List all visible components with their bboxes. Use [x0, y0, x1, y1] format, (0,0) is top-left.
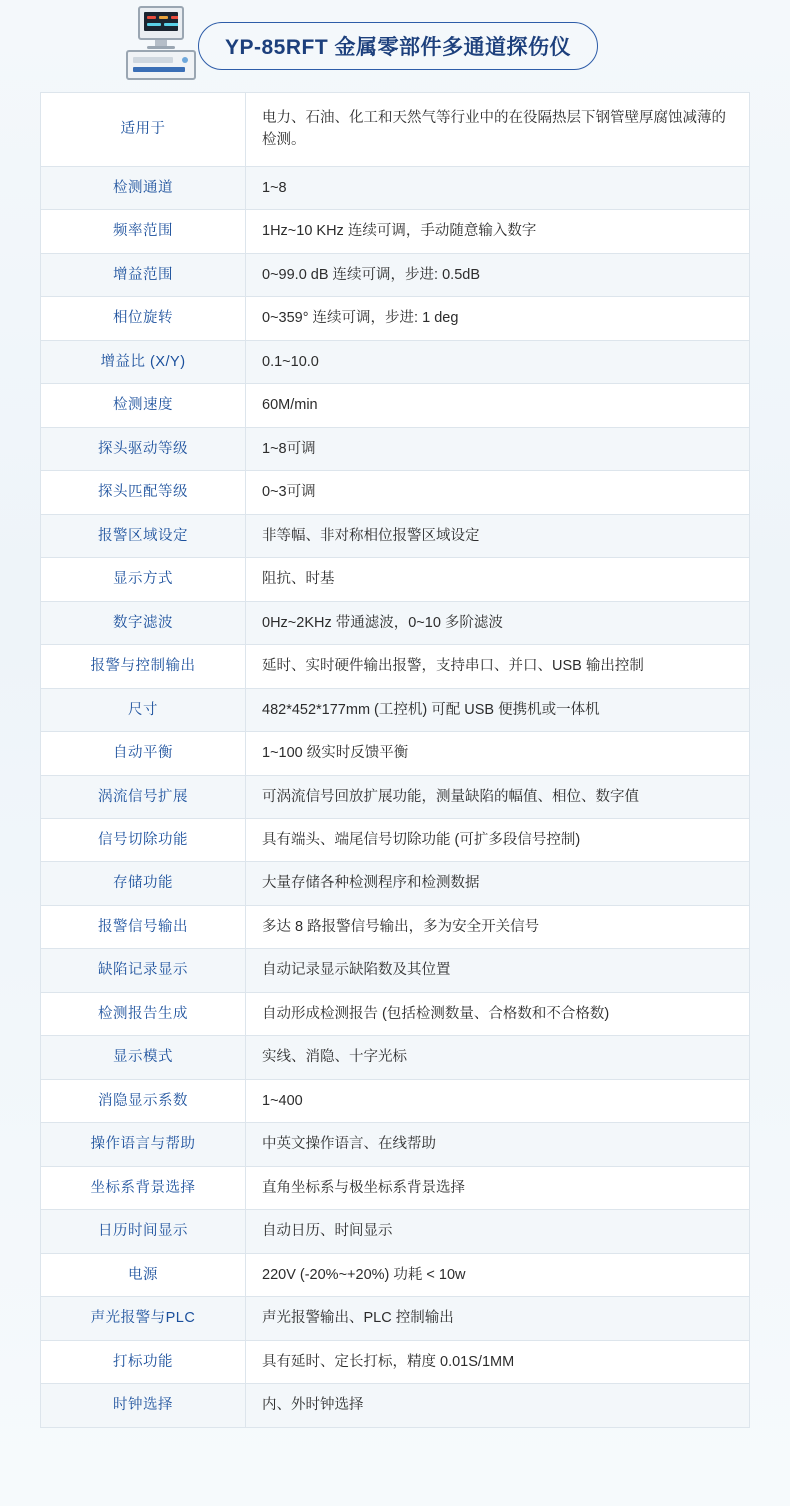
spec-label: 检测报告生成: [41, 992, 246, 1035]
table-row: [41, 1253, 750, 1296]
chassis-slot: [133, 57, 173, 63]
industrial-computer-icon: [122, 6, 202, 86]
page-title-pill: [198, 22, 598, 70]
spec-label: 尺寸: [41, 688, 246, 731]
chassis-icon: [126, 50, 196, 80]
monitor-icon: [138, 6, 184, 40]
spec-value: 0~359° 连续可调，步进: 1 deg: [246, 297, 750, 340]
spec-label: 探头匹配等级: [41, 471, 246, 514]
spec-label: 频率范围: [41, 210, 246, 253]
table-row: [41, 558, 750, 601]
spec-value: 1~100 级实时反馈平衡: [246, 732, 750, 775]
table-row: [41, 688, 750, 731]
table-row: [41, 775, 750, 818]
table-row: [41, 818, 750, 861]
spec-value: 1~8可调: [246, 427, 750, 470]
table-row: [41, 166, 750, 209]
table-row: [41, 1384, 750, 1427]
spec-label: 数字滤波: [41, 601, 246, 644]
spec-value: 具有延时、定长打标，精度 0.01S/1MM: [246, 1340, 750, 1383]
spec-label: 打标功能: [41, 1340, 246, 1383]
spec-value: 482*452*177mm (工控机) 可配 USB 便携机或一体机: [246, 688, 750, 731]
spec-label: 增益范围: [41, 253, 246, 296]
spec-label: 增益比 (X/Y): [41, 340, 246, 383]
spec-value: 大量存储各种检测程序和检测数据: [246, 862, 750, 905]
page-title: YP-85RFT 金属零部件多通道探伤仪: [225, 36, 572, 59]
spec-value: 1~8: [246, 166, 750, 209]
spec-value: 0~3可调: [246, 471, 750, 514]
spec-label: 报警与控制输出: [41, 645, 246, 688]
table-row: [41, 905, 750, 948]
spec-value: 中英文操作语言、在线帮助: [246, 1123, 750, 1166]
spec-label: 缺陷记录显示: [41, 949, 246, 992]
spec-label: 相位旋转: [41, 297, 246, 340]
spec-label: 显示方式: [41, 558, 246, 601]
spec-value: 电力、石油、化工和天然气等行业中的在役隔热层下钢管壁厚腐蚀减薄的检测。: [246, 93, 750, 167]
specification-table: [40, 92, 750, 1428]
spec-value: 0.1~10.0: [246, 340, 750, 383]
spec-value: 内、外时钟选择: [246, 1384, 750, 1427]
spec-label: 坐标系背景选择: [41, 1166, 246, 1209]
spec-value: 多达 8 路报警信号输出，多为安全开关信号: [246, 905, 750, 948]
spec-value: 1Hz~10 KHz 连续可调，手动随意输入数字: [246, 210, 750, 253]
table-row: [41, 949, 750, 992]
spec-label: 日历时间显示: [41, 1210, 246, 1253]
spec-value: 1~400: [246, 1079, 750, 1122]
table-row: [41, 427, 750, 470]
spec-value: 0Hz~2KHz 带通滤波，0~10 多阶滤波: [246, 601, 750, 644]
spec-value: 自动形成检测报告 (包括检测数量、合格数和不合格数): [246, 992, 750, 1035]
table-row: [41, 1297, 750, 1340]
spec-label: 显示模式: [41, 1036, 246, 1079]
spec-value: 可涡流信号回放扩展功能，测量缺陷的幅值、相位、数字值: [246, 775, 750, 818]
table-row: [41, 1210, 750, 1253]
monitor-base: [147, 46, 175, 49]
table-row: [41, 93, 750, 167]
spec-label: 信号切除功能: [41, 818, 246, 861]
spec-value: 声光报警输出、PLC 控制输出: [246, 1297, 750, 1340]
monitor-screen: [144, 12, 178, 31]
table-row: [41, 210, 750, 253]
chassis-panel: [133, 67, 185, 72]
table-row: [41, 992, 750, 1035]
table-row: [41, 732, 750, 775]
table-row: [41, 471, 750, 514]
table-row: [41, 1079, 750, 1122]
table-row: [41, 1123, 750, 1166]
spec-value: 220V (-20%~+20%) 功耗 < 10w: [246, 1253, 750, 1296]
spec-label: 检测通道: [41, 166, 246, 209]
spec-value: 0~99.0 dB 连续可调，步进: 0.5dB: [246, 253, 750, 296]
spec-value: 自动日历、时间显示: [246, 1210, 750, 1253]
spec-label: 探头驱动等级: [41, 427, 246, 470]
spec-value: 延时、实时硬件输出报警，支持串口、并口、USB 输出控制: [246, 645, 750, 688]
spec-label: 自动平衡: [41, 732, 246, 775]
spec-label: 涡流信号扩展: [41, 775, 246, 818]
table-row: [41, 1036, 750, 1079]
table-row: [41, 1340, 750, 1383]
spec-label: 存储功能: [41, 862, 246, 905]
table-row: [41, 645, 750, 688]
spec-label: 适用于: [41, 93, 246, 167]
table-row: [41, 340, 750, 383]
table-row: [41, 384, 750, 427]
spec-value: 60M/min: [246, 384, 750, 427]
spec-table-container: [0, 92, 790, 1428]
spec-label: 消隐显示系数: [41, 1079, 246, 1122]
spec-value: 自动记录显示缺陷数及其位置: [246, 949, 750, 992]
page-header: [0, 0, 790, 92]
spec-value: 阻抗、时基: [246, 558, 750, 601]
spec-value: 实线、消隐、十字光标: [246, 1036, 750, 1079]
power-indicator-icon: [182, 57, 188, 63]
table-row: [41, 1166, 750, 1209]
spec-label: 声光报警与PLC: [41, 1297, 246, 1340]
spec-value: 具有端头、端尾信号切除功能 (可扩多段信号控制): [246, 818, 750, 861]
table-row: [41, 253, 750, 296]
spec-value: 非等幅、非对称相位报警区域设定: [246, 514, 750, 557]
spec-label: 电源: [41, 1253, 246, 1296]
table-row: [41, 514, 750, 557]
table-row: [41, 297, 750, 340]
table-row: [41, 601, 750, 644]
spec-value: 直角坐标系与极坐标系背景选择: [246, 1166, 750, 1209]
table-row: [41, 862, 750, 905]
specification-table-body: [41, 93, 750, 1428]
spec-label: 操作语言与帮助: [41, 1123, 246, 1166]
spec-label: 报警信号输出: [41, 905, 246, 948]
spec-label: 检测速度: [41, 384, 246, 427]
spec-label: 时钟选择: [41, 1384, 246, 1427]
spec-label: 报警区域设定: [41, 514, 246, 557]
